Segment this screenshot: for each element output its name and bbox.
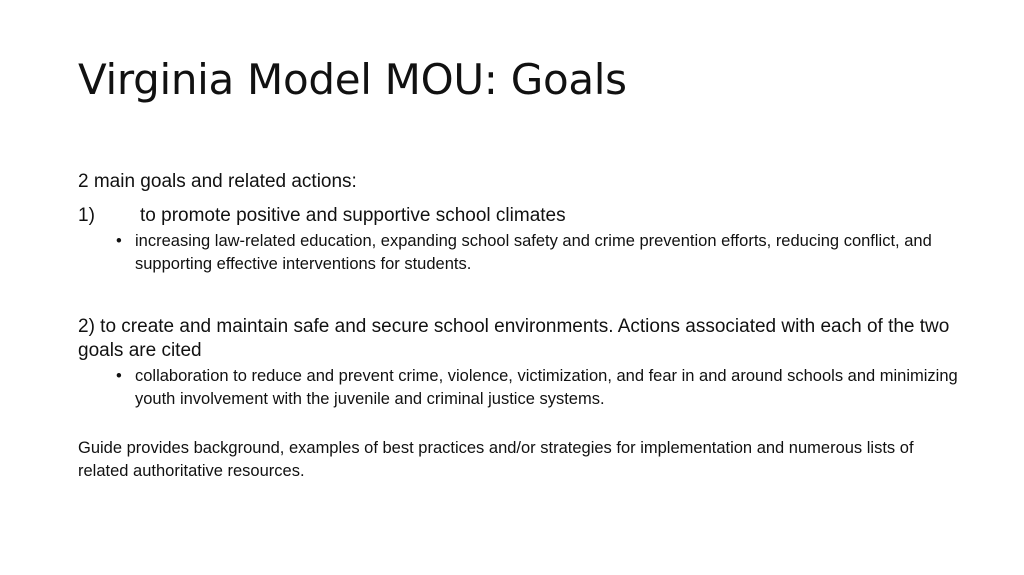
goal-2-bullets <box>78 365 958 411</box>
goal-2 <box>78 315 958 363</box>
guide-text: Guide provides background, examples of best practices and/or strategies for implementation and numerous lists of related authoritative resources. <box>78 439 914 480</box>
intro-text: 2 main goals and related actions: <box>78 171 357 192</box>
spacer <box>78 411 958 437</box>
goal-1-number: 1) <box>78 205 95 226</box>
goal-1-bullet-text: increasing law-related education, expanding school safety and crime prevention efforts, reducing conflict, and supporting effective interventions for students. <box>135 232 932 273</box>
slide-body <box>78 170 958 483</box>
goal-2-bullet-text: collaboration to reduce and prevent crime, violence, victimization, and fear in and around schools and minimizing youth involvement with the juvenile and criminal justice systems. <box>135 367 958 408</box>
bullet-icon: • <box>116 367 122 385</box>
goal-1-bullets <box>78 230 958 276</box>
goal-2-text: 2) to create and maintain safe and secure school environments. Actions associated with each of the two goals are cited <box>78 316 950 361</box>
bullet-icon: • <box>116 232 122 250</box>
slide-title: Virginia Model MOU: Goals <box>78 55 627 104</box>
spacer <box>78 276 958 315</box>
goal-1-bullet <box>78 230 958 276</box>
goal-1 <box>78 204 958 228</box>
goal-1-text: to promote positive and supportive school climates <box>140 205 566 226</box>
goal-2-bullet <box>78 365 958 411</box>
